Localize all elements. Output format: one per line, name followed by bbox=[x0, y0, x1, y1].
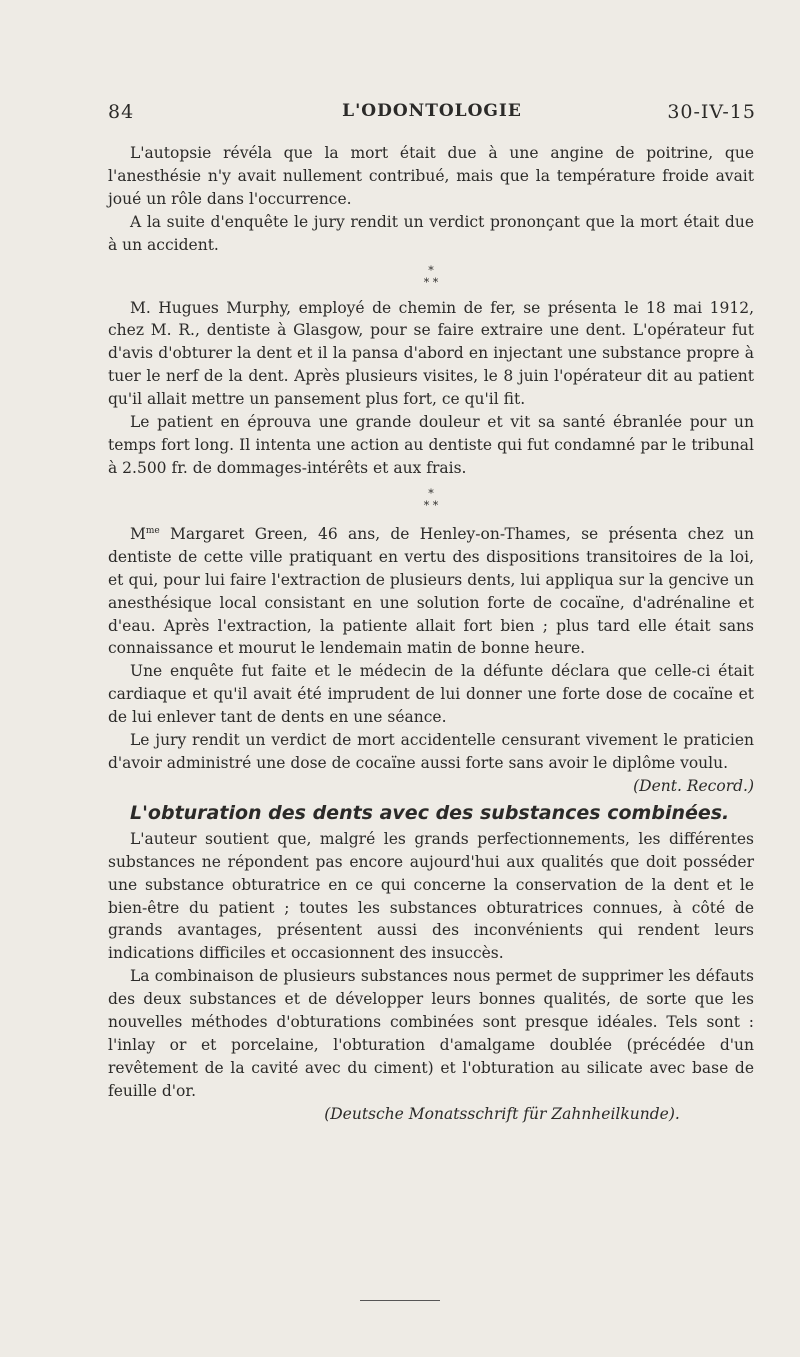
end-rule bbox=[360, 1300, 440, 1301]
issue-date: 30-IV-15 bbox=[667, 101, 756, 123]
title-abbrev-sup: me bbox=[145, 525, 160, 536]
paragraph: Le jury rendit un verdict de mort accidentelle censurant vivement le praticien d'avoir administré une dose de cocaïne aussi forte sans avoir le diplôme voulu. bbox=[108, 731, 754, 772]
section-title: L'obturation des dents avec des substances combinées. bbox=[130, 801, 730, 824]
page-number: 84 bbox=[108, 101, 135, 123]
asterism-top: * bbox=[428, 486, 434, 500]
asterism-top: * bbox=[428, 263, 434, 277]
asterism bbox=[108, 257, 754, 297]
running-header bbox=[108, 101, 756, 131]
body-text bbox=[108, 142, 754, 1126]
source-citation: (Dent. Record.) bbox=[633, 776, 754, 795]
asterism-bottom: * * bbox=[423, 498, 439, 512]
title-abbrev: M bbox=[130, 524, 146, 543]
paragraph-text: Margaret Green, 46 ans, de Henley-on-Thames, se présenta chez un dentiste de cette ville pratiquant en vertu des dispositions transitoires de la loi, et qui, pour lui faire l'extraction de plusieurs dents, lui appliqua sur la gencive un anesthésique local consistant en une solution forte de cocaïne, d'adrénaline et d'eau. Après l'extraction, la patiente allait fort bien ; plus tard elle était sans connaissance et mourut le lendemain matin de bonne heure. bbox=[108, 524, 754, 658]
source-citation: (Deutsche Monatsschrift für Zahnheilkunde). bbox=[324, 1104, 680, 1123]
paragraph: La combinaison de plusieurs substances nous permet de supprimer les défauts des deux substances et de développer leurs bonnes qualités, de sorte que les nouvelles méthodes d'obturations combinées sont presque idéales. Tels sont : l'inlay or et porcelaine, l'obturation d'amalgame doublée (précédée d'un revêtement de la cavité avec du ciment) et l'obturation au silicate avec base de feuille d'or. bbox=[108, 967, 754, 1100]
asterism bbox=[108, 480, 754, 520]
paragraph: M. Hugues Murphy, employé de chemin de fer, se présenta le 18 mai 1912, chez M. R., dentiste à Glasgow, pour se faire extraire une dent. L'opérateur fut d'avis d'obturer la dent et il la pansa d'abord en injectant une substance propre à tuer le nerf de la dent. Après plusieurs visites, le 8 juin l'opérateur dit au patient qu'il allait mettre un pansement plus fort, ce qu'il fit. bbox=[108, 298, 754, 409]
journal-title: L'ODONTOLOGIE bbox=[342, 101, 522, 121]
paragraph bbox=[108, 520, 754, 661]
paragraph: L'auteur soutient que, malgré les grands perfectionnements, les différentes substances ne répondent pas encore aujourd'hui aux qualités que doit posséder une substance obturatrice en ce qui concerne la conservation de la dent et le bien-être du patient ; toutes les substances obturatrices connues, à côté de grands avantages, présentent aussi des inconvénients qui rendent leurs indications difficiles et occasionnent des insuccès. bbox=[108, 829, 754, 963]
paragraph: L'autopsie révéla que la mort était due à une angine de poitrine, que l'anesthésie n'y avait nullement contribué, mais que la température froide avait joué un rôle dans l'occurrence. bbox=[108, 144, 754, 208]
paragraph: A la suite d'enquête le jury rendit un verdict prononçant que la mort était due à un accident. bbox=[108, 212, 754, 254]
paragraph: Le patient en éprouva une grande douleur et vit sa santé ébranlée pour un temps fort long. Il intenta une action au dentiste qui fut condamné par le tribunal à 2.500 fr. de dommages-intérêts et aux frais. bbox=[108, 413, 754, 477]
paragraph: Une enquête fut faite et le médecin de la défunte déclara que celle-ci était cardiaque et qu'il avait été imprudent de lui donner une forte dose de cocaïne et de lui enlever tant de dents en une séance. bbox=[108, 662, 754, 727]
asterism-bottom: * * bbox=[423, 275, 439, 289]
